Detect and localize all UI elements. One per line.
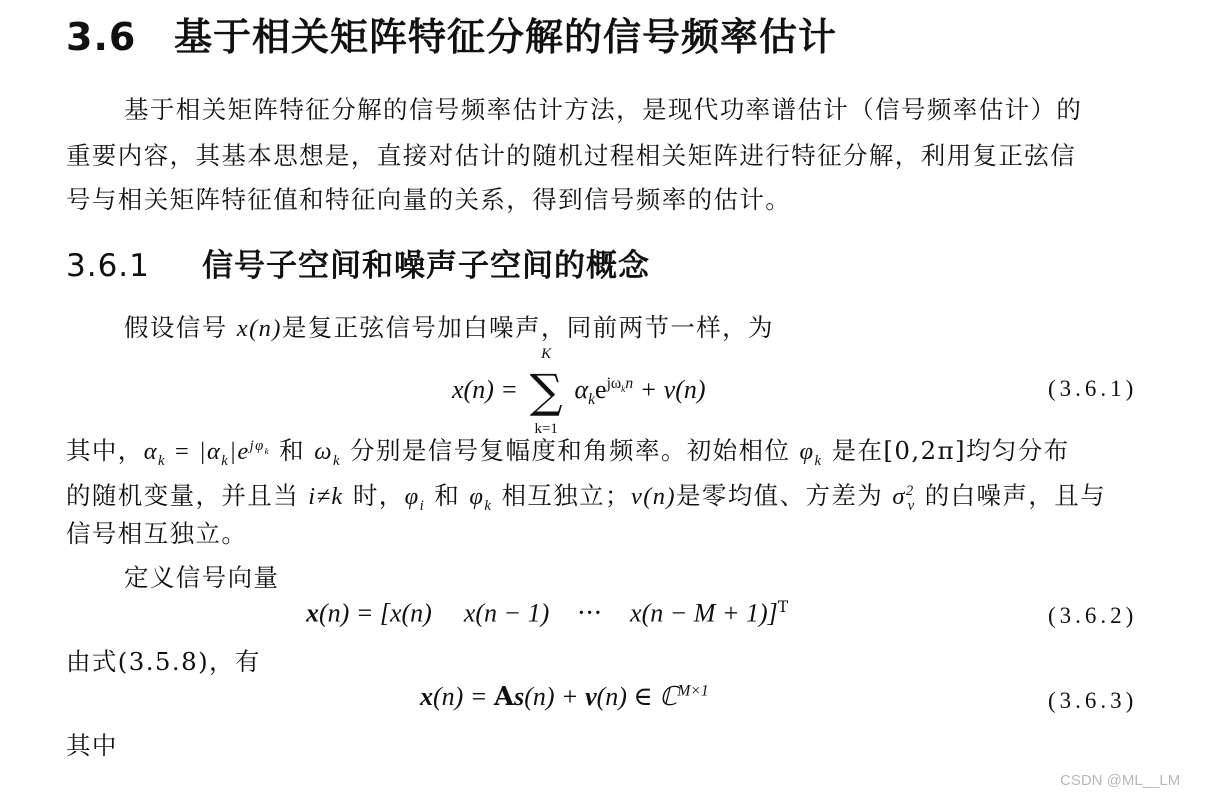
watermark: CSDN @ML__LM [1060,772,1181,789]
from-line: 由式(3.5.8)，有 [66,647,261,676]
section-number: 3.6 [66,15,137,59]
equation-3-6-2: x(n) = [x(n) x(n − 1) ··· x(n − M + 1)]$^T$ [306,598,789,629]
eq1-term: $\alpha_ke^{j\omega_kn} + v(n)$ [574,375,706,409]
sum-upper-limit: K [541,346,552,362]
eq2-number: (3.6.2) [1048,603,1138,628]
define-line: 定义信号向量 [124,563,280,592]
where-line-2: 的随机变量，并且当 i≠k 时，$\varphi_i$ 和 $\varphi_k$ 相互独立；v(n)是零均值、方差为 $\sigma^2_v$ 的白噪声，且与 [66,481,1107,515]
subsection-number: 3.6.1 [66,248,150,284]
eq1-lhs: x(n) = [452,375,518,404]
section-heading [66,6,837,61]
intro-line-1: 基于相关矩阵特征分解的信号频率估计方法，是现代功率谱估计（信号频率估计）的 [124,95,1083,124]
section-title: 基于相关矩阵特征分解的信号频率估计 [174,15,838,59]
intro-line-2: 重要内容，其基本思想是，直接对估计的随机过程相关矩阵进行特征分解，利用复正弦信 [66,141,1077,170]
eq1-number: (3.6.1) [1048,376,1138,401]
where-line-3: 信号相互独立。 [66,519,248,548]
subsection-heading [66,240,650,285]
where-line-1: 其中，$\alpha_k = |\alpha_k|e^{j\varphi_k}$ 和 $\omega_k$ 分别是信号复幅度和角频率。初始相位 $\varphi_k$ 是在[0,2π]均匀分布 [66,436,1070,470]
sum-lower-limit: k=1 [534,421,558,437]
equation-3-6-3: x(n) = As(n) + v(n) ∈ ℂ$^{M\times 1}$ [420,682,709,712]
assume-symbol: x(n) [236,315,282,342]
eq3-number: (3.6.3) [1048,688,1138,713]
assume-text-after: 是复正弦信号加白噪声，同前两节一样，为 [281,313,774,342]
summation [526,346,566,437]
tail-line: 其中 [66,731,118,760]
assume-text-before: 假设信号 [124,313,237,342]
subsection-title: 信号子空间和噪声子空间的概念 [202,248,650,284]
equation-3-6-1 [452,346,706,437]
assume-line [124,306,774,351]
sum-sigma: ∑ [529,364,563,418]
intro-line-3: 号与相关矩阵特征值和特征向量的关系，得到信号频率的估计。 [66,185,792,214]
